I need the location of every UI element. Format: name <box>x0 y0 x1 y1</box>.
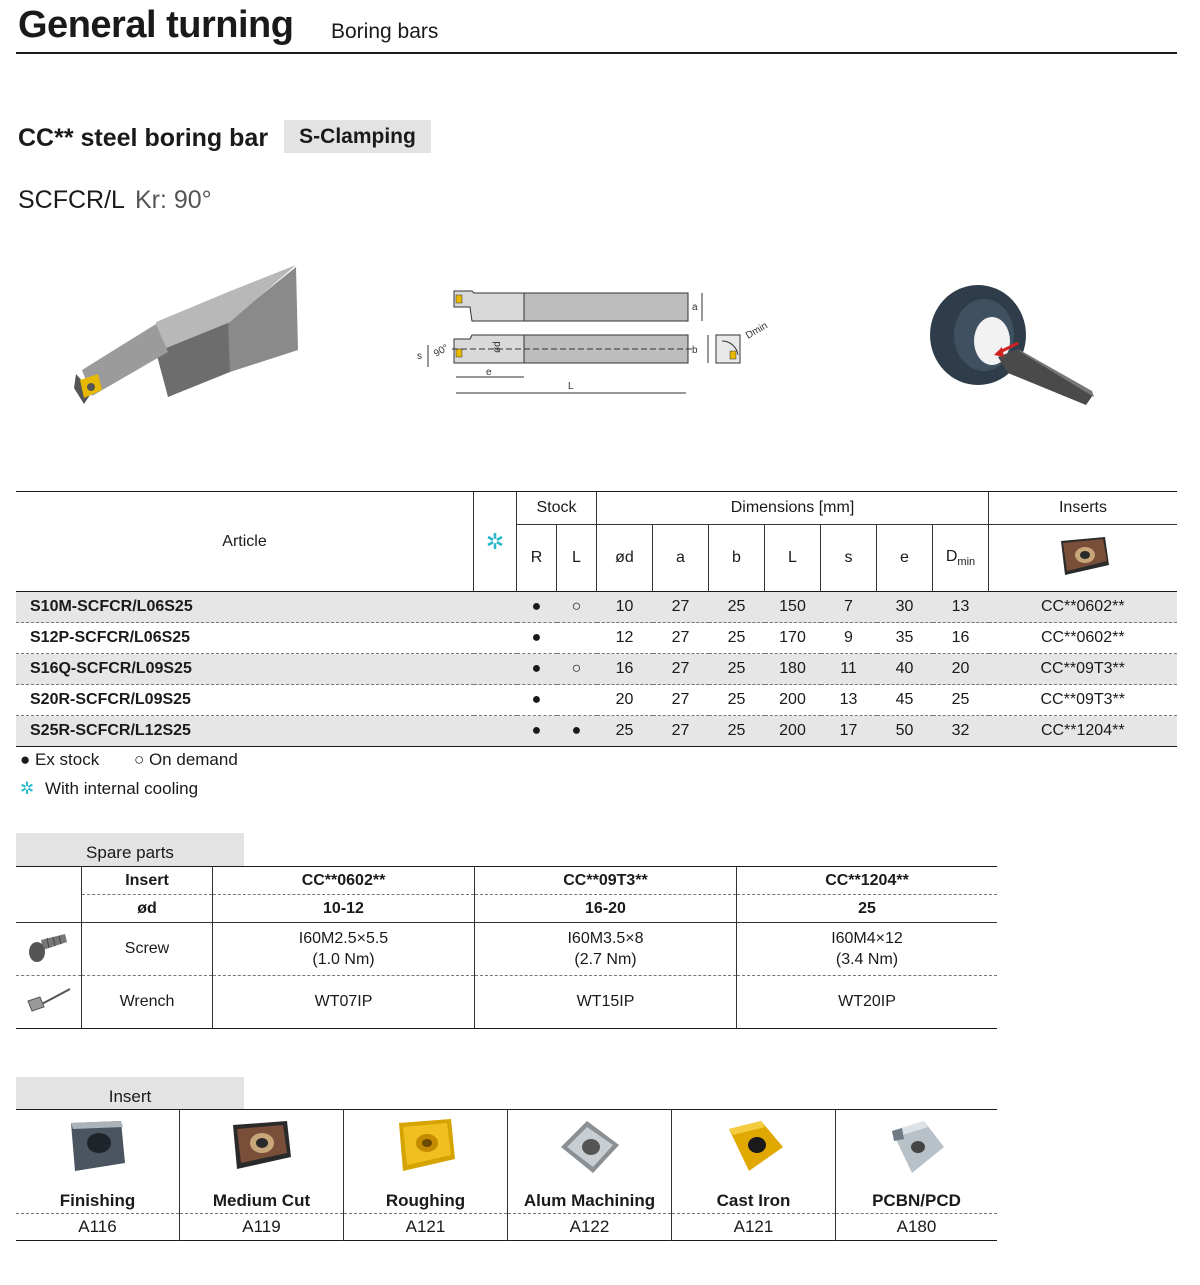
dmin-main: D <box>945 547 958 565</box>
grade-name-0: Finishing <box>16 1188 180 1214</box>
cell-cool <box>474 592 517 623</box>
cell-a: 27 <box>653 685 709 716</box>
insert-section-label: Insert <box>16 1077 244 1110</box>
cell-cool <box>474 623 517 654</box>
grade-code-2: A121 <box>344 1214 508 1241</box>
screw-icon <box>27 930 71 964</box>
page-subtitle: Boring bars <box>331 20 439 43</box>
dmin-sub: min <box>957 556 976 569</box>
dim-e-header: e <box>877 525 933 592</box>
spare-insert-1: CC**09T3** <box>475 867 737 895</box>
cell-l: ○ <box>557 654 597 685</box>
boring-bar-image <box>70 262 305 407</box>
spare-d-0: 10-12 <box>213 895 475 923</box>
clamping-badge: S-Clamping <box>284 120 431 153</box>
grade-image-alum <box>508 1110 672 1189</box>
finishing-insert-icon <box>65 1117 131 1177</box>
grade-image-roughing <box>344 1110 508 1189</box>
screw-1-name: I60M3.5×8 <box>567 930 644 947</box>
grade-name-5: PCBN/PCD <box>872 1190 961 1210</box>
grade-image-medium <box>180 1110 344 1189</box>
cell-b: 25 <box>709 716 765 747</box>
spare-insert-2: CC**1204** <box>737 867 998 895</box>
dim-a-header: a <box>653 525 709 592</box>
cell-cool <box>474 685 517 716</box>
wrench-2: WT20IP <box>838 993 896 1010</box>
spare-d-1: 16-20 <box>475 895 737 923</box>
cell-insert: CC**09T3** <box>989 685 1178 716</box>
spare-insert-label: Insert <box>82 867 213 895</box>
cell-article: S25R-SCFCR/L12S25 <box>16 716 474 747</box>
title-divider <box>16 52 1177 54</box>
cell-e: 45 <box>877 685 933 716</box>
grade-code-1: A119 <box>180 1214 344 1241</box>
insert-grades-table <box>16 1109 997 1241</box>
diagram-label-L: L <box>568 381 574 392</box>
legend-stock <box>20 750 238 770</box>
dim-dmin-header <box>933 525 989 592</box>
cell-L: 170 <box>765 623 821 654</box>
diagram-label-dmin: Dmin <box>744 320 770 342</box>
spare-image-header <box>16 867 82 923</box>
cell-b: 25 <box>709 685 765 716</box>
wrench-label: Wrench <box>82 976 213 1029</box>
cell-a: 27 <box>653 592 709 623</box>
cell-insert: CC**09T3** <box>989 654 1178 685</box>
cell-L: 150 <box>765 592 821 623</box>
cell-insert: CC**0602** <box>989 623 1178 654</box>
screw-2 <box>737 923 998 976</box>
diagram-label-a: a <box>692 302 698 313</box>
dim-s-header: s <box>821 525 877 592</box>
cell-a: 27 <box>653 716 709 747</box>
diagram-label-s: s <box>417 351 422 362</box>
cell-r: ● <box>517 592 557 623</box>
cell-l <box>557 685 597 716</box>
medium-cut-insert-icon <box>229 1117 295 1177</box>
cell-insert: CC**0602** <box>989 592 1178 623</box>
spare-parts-label: Spare parts <box>16 833 244 866</box>
cell-dmin: 16 <box>933 623 989 654</box>
cell-L: 180 <box>765 654 821 685</box>
grade-code-3: A122 <box>508 1214 672 1241</box>
product-name: CC** steel boring bar <box>18 124 269 152</box>
dim-d-header: ød <box>597 525 653 592</box>
cooling-snowflake-icon: ✲ <box>485 528 505 554</box>
cell-s: 7 <box>821 592 877 623</box>
cell-s: 9 <box>821 623 877 654</box>
cell-l <box>557 623 597 654</box>
dim-b-header: b <box>709 525 765 592</box>
cell-dmin: 25 <box>933 685 989 716</box>
cell-cool <box>474 654 517 685</box>
diagram-label-od: ød <box>492 341 503 353</box>
dimensions-header: Dimensions [mm] <box>597 492 989 525</box>
screw-0-torque: (1.0 Nm) <box>312 951 375 968</box>
stock-r-header: R <box>517 525 557 592</box>
grade-image-cast-iron <box>672 1110 836 1189</box>
cell-e: 40 <box>877 654 933 685</box>
cast-iron-insert-icon <box>721 1117 787 1177</box>
legend-on-demand: ○ On demand <box>133 750 238 769</box>
cell-article: S16Q-SCFCR/L09S25 <box>16 654 474 685</box>
cell-l: ● <box>557 716 597 747</box>
cooling-snowflake-icon: ✲ <box>20 779 35 798</box>
cell-dmin: 20 <box>933 654 989 685</box>
cell-r: ● <box>517 685 557 716</box>
article-header: Article <box>16 492 474 592</box>
cell-s: 17 <box>821 716 877 747</box>
screw-label: Screw <box>82 923 213 976</box>
grade-image-finishing <box>16 1110 180 1189</box>
page-title: General turning <box>18 4 294 46</box>
cell-r: ● <box>517 716 557 747</box>
wrench-0: WT07IP <box>213 976 475 1029</box>
wrench-icon <box>26 985 72 1015</box>
grade-name-2: Roughing <box>344 1188 508 1214</box>
cell-l: ○ <box>557 592 597 623</box>
cell-e: 35 <box>877 623 933 654</box>
legend-cooling-text: With internal cooling <box>44 779 199 798</box>
spare-d-label: ød <box>82 895 213 923</box>
cell-article: S20R-SCFCR/L09S25 <box>16 685 474 716</box>
cell-b: 25 <box>709 623 765 654</box>
cell-article: S12P-SCFCR/L06S25 <box>16 623 474 654</box>
cell-cool <box>474 716 517 747</box>
grade-code-5: A180 <box>896 1217 937 1236</box>
stock-header: Stock <box>517 492 597 525</box>
spare-parts-table <box>16 866 997 1029</box>
model-code: SCFCR/L <box>18 186 125 214</box>
cell-b: 25 <box>709 592 765 623</box>
table-row <box>16 685 1177 716</box>
screw-1 <box>475 923 737 976</box>
cooling-header <box>474 492 517 592</box>
cell-e: 50 <box>877 716 933 747</box>
screw-1-torque: (2.7 Nm) <box>574 951 637 968</box>
cell-d: 16 <box>597 654 653 685</box>
grade-code-0: A116 <box>16 1214 180 1241</box>
grade-code-4: A121 <box>672 1214 836 1241</box>
table-row <box>16 716 1177 747</box>
grade-name-1: Medium Cut <box>180 1188 344 1214</box>
model-line <box>18 186 212 215</box>
inserts-header: Inserts <box>989 492 1178 525</box>
diagram-label-e: e <box>486 367 492 378</box>
cell-L: 200 <box>765 685 821 716</box>
cell-d: 25 <box>597 716 653 747</box>
table-row <box>16 623 1177 654</box>
cell-e: 30 <box>877 592 933 623</box>
screw-2-name: I60M4×12 <box>831 930 903 947</box>
spare-d-2: 25 <box>858 899 876 917</box>
cell-a: 27 <box>653 623 709 654</box>
screw-image-cell <box>16 923 82 976</box>
table-row <box>16 592 1177 623</box>
wrench-1: WT15IP <box>475 976 737 1029</box>
cell-dmin: 32 <box>933 716 989 747</box>
legend-ex-stock: ● Ex stock <box>20 750 100 769</box>
kr-angle: Kr: 90° <box>134 186 212 214</box>
dim-L-header: L <box>765 525 821 592</box>
cell-L: 200 <box>765 716 821 747</box>
stock-l-header: L <box>557 525 597 592</box>
cell-s: 13 <box>821 685 877 716</box>
grade-image-pcbn <box>836 1110 998 1189</box>
article-table <box>16 491 1177 747</box>
diagram-label-b: b <box>692 345 698 356</box>
cell-dmin: 13 <box>933 592 989 623</box>
legend-cooling <box>20 779 198 799</box>
diagram-label-90: 90° <box>432 342 451 360</box>
cell-insert: CC**1204** <box>989 716 1178 747</box>
table-row <box>16 654 1177 685</box>
wrench-image-cell <box>16 976 82 1029</box>
screw-0-name: I60M2.5×5.5 <box>298 930 389 947</box>
cell-article: S10M-SCFCR/L06S25 <box>16 592 474 623</box>
screw-0 <box>213 923 475 976</box>
application-image <box>928 283 1098 408</box>
insert-image-cell <box>989 525 1178 592</box>
alum-machining-insert-icon <box>557 1117 623 1177</box>
roughing-insert-icon <box>393 1117 459 1177</box>
cell-b: 25 <box>709 654 765 685</box>
cell-d: 10 <box>597 592 653 623</box>
cell-a: 27 <box>653 654 709 685</box>
screw-2-torque: (3.4 Nm) <box>835 951 899 968</box>
dimension-drawing <box>412 285 787 405</box>
grade-name-3: Alum Machining <box>508 1188 672 1214</box>
cell-s: 11 <box>821 654 877 685</box>
cell-r: ● <box>517 623 557 654</box>
grade-name-4: Cast Iron <box>672 1188 836 1214</box>
cell-d: 12 <box>597 623 653 654</box>
insert-icon <box>1055 533 1111 579</box>
spare-insert-0: CC**0602** <box>213 867 475 895</box>
pcbn-pcd-insert-icon <box>884 1117 950 1177</box>
cell-d: 20 <box>597 685 653 716</box>
cell-r: ● <box>517 654 557 685</box>
